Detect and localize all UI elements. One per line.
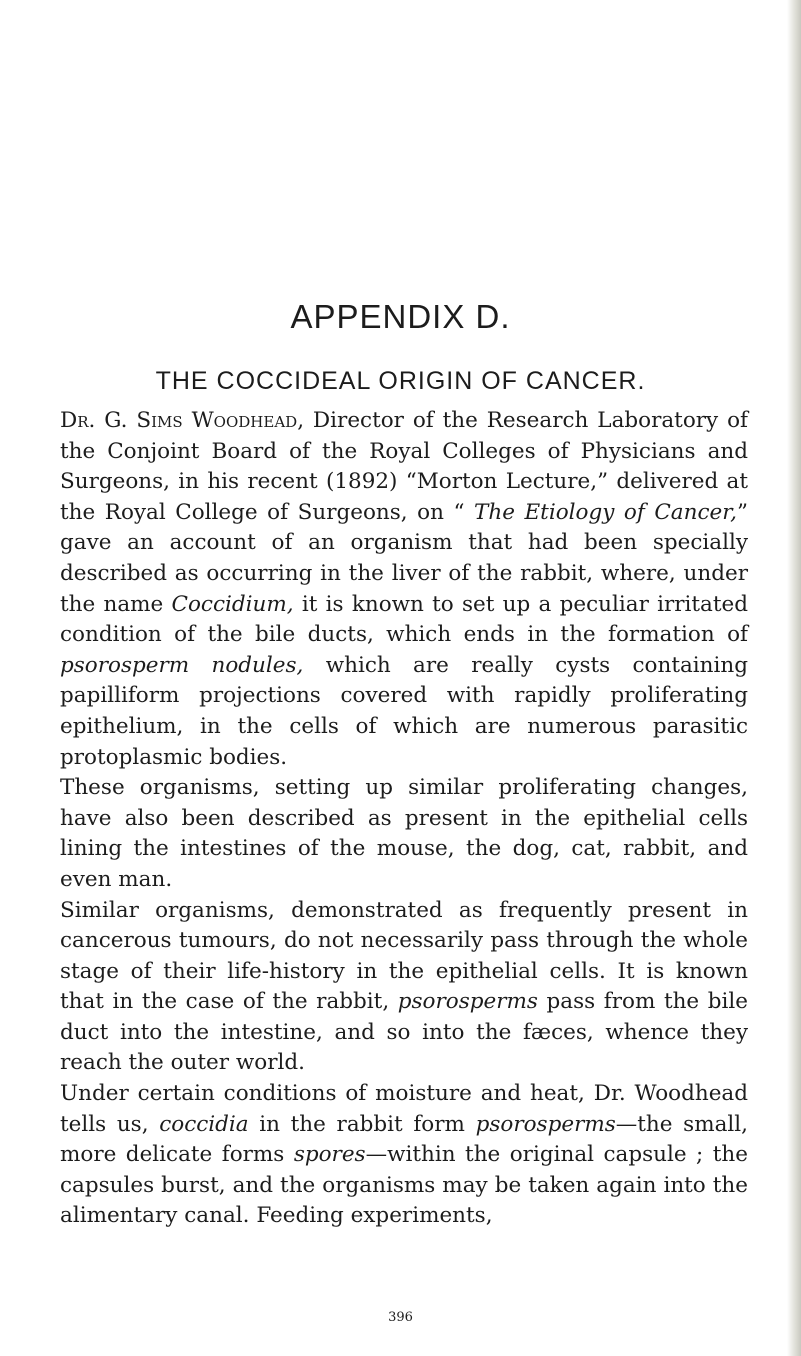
paragraph-3 [60,896,748,1080]
paragraph-1-text-3: it is known to set up a peculiar irritated condition of the bile ducts, which ends in the formation of [60,591,749,648]
page-edge-shading [787,0,801,1356]
page-number: 396 [388,1310,413,1325]
paragraph-3-text-1: Similar organisms, demonstrated as frequently present in cancerous tumours, do not necessarily pass through the whole stage of their life-history in the epithelial cells. It is known that in the case of the rabbit, [60,897,748,1015]
paragraph-4 [60,1079,748,1232]
paragraph-1-text-4: which are really cysts containing papilliform projections covered with rapidly proliferating epithelium, in the cells of which are numerous parasitic protoplasmic bodies. [60,652,748,770]
paragraph-4-text-3: —the small, more delicate forms [60,1111,748,1168]
author-name: Dr. G. Sims Woodhead, [60,408,305,433]
paragraph-3-text-2: pass from the bile duct into the intestine, and so into the fæces, whence they reach the outer world. [60,989,748,1076]
psorosperms-term-2: psorosperms [475,1111,616,1137]
lecture-title: The Etiology of Cancer, [474,499,737,525]
genus-name: Coccidium, [171,591,294,617]
spores-term: spores [293,1142,366,1168]
appendix-heading: APPENDIX D. [290,298,511,335]
paragraph-4-text-1: Under certain conditions of moisture and heat, Dr. Woodhead tells us, [60,1081,748,1137]
coccidia-term: coccidia [159,1111,249,1137]
paragraph-1 [60,406,748,773]
paragraph-1-text-1: Director of the Research Laboratory of the Conjoint Board of the Royal Colleges of Physicians and Surgeons, in his recent (1892) “Morton Lecture,” delivered at the Royal College of Surgeons, on “ [60,408,748,525]
paragraph-1-text-2: ” gave an account of an organism that had been specially described as occurring in the liver of the rabbit, where, under the name [60,499,748,617]
paragraph-4-text-4: —within the original capsule ; the capsules burst, and the organisms may be taken again into the alimentary canal. Feeding experiments, [60,1142,748,1229]
article-title: THE COCCIDEAL ORIGIN OF CANCER. [155,367,646,395]
paragraph-2 [60,773,748,895]
psorosperm-nodules-term: psorosperm nodules, [60,652,304,678]
psorosperms-term: psorosperms [397,989,538,1015]
body-text [60,406,748,1232]
paragraph-4-text-2: in the rabbit form [248,1111,476,1137]
paragraph-2-text: These organisms, setting up similar proliferating changes, have also been described as present in the epithelial cells lining the intestines of the mouse, the dog, cat, rabbit, and even man. [60,775,748,892]
